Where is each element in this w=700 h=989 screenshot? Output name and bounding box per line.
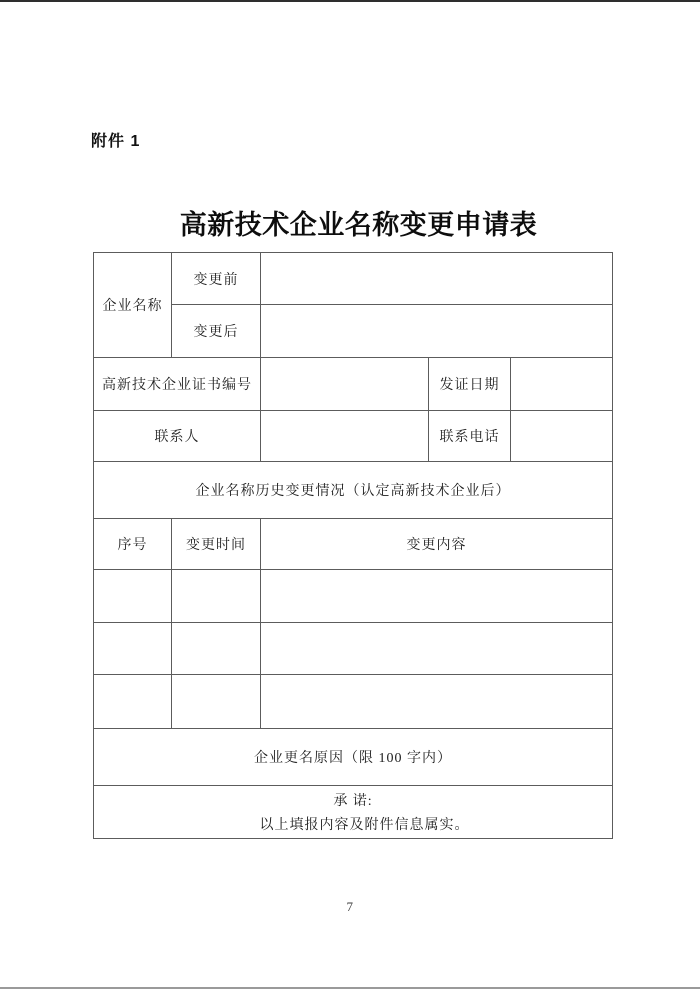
rename-reason-label: 企业更名原因（限 100 字内） [94, 729, 613, 786]
issue-date-value-cell [511, 358, 613, 411]
contact-person-label: 联系人 [94, 411, 261, 462]
enterprise-name-label: 企业名称 [94, 253, 172, 358]
history-content-cell [261, 623, 613, 675]
commitment-text: 以上填报内容及附件信息属实。 [259, 818, 470, 833]
row-history-section-title [94, 462, 613, 519]
history-time-cell [172, 570, 261, 623]
certificate-number-label: 高新技术企业证书编号 [94, 358, 261, 411]
contact-phone-label: 联系电话 [429, 411, 511, 462]
page-title: 高新技术企业名称变更申请表 [179, 210, 538, 240]
row-name-before [94, 253, 613, 305]
history-section-title: 企业名称历史变更情况（认定高新技术企业后） [94, 462, 613, 519]
contact-phone-value-cell [511, 411, 613, 462]
before-change-value-cell [261, 253, 613, 305]
before-change-label: 变更前 [172, 253, 261, 305]
commitment-cell [94, 786, 613, 839]
history-time-cell [172, 675, 261, 729]
attachment-label: 附件 1 [91, 133, 141, 150]
application-form-table [93, 252, 613, 839]
commitment-label: 承 诺: [333, 794, 373, 809]
after-change-value-cell [261, 305, 613, 358]
row-contact [94, 411, 613, 462]
history-content-cell [261, 675, 613, 729]
issue-date-label: 发证日期 [429, 358, 511, 411]
history-row-1 [94, 570, 613, 623]
row-history-header [94, 519, 613, 570]
history-seq-cell [94, 675, 172, 729]
page-number: 7 [346, 899, 354, 914]
history-seq-cell [94, 623, 172, 675]
row-commitment [94, 786, 613, 839]
history-col-content: 变更内容 [261, 519, 613, 570]
history-seq-cell [94, 570, 172, 623]
history-row-3 [94, 675, 613, 729]
history-row-2 [94, 623, 613, 675]
row-name-after [94, 305, 613, 358]
history-col-seq: 序号 [94, 519, 172, 570]
page-top-edge [0, 0, 700, 2]
history-col-time: 变更时间 [172, 519, 261, 570]
certificate-number-value-cell [261, 358, 429, 411]
row-rename-reason [94, 729, 613, 786]
after-change-label: 变更后 [172, 305, 261, 358]
history-content-cell [261, 570, 613, 623]
row-certificate [94, 358, 613, 411]
contact-person-value-cell [261, 411, 429, 462]
history-time-cell [172, 623, 261, 675]
